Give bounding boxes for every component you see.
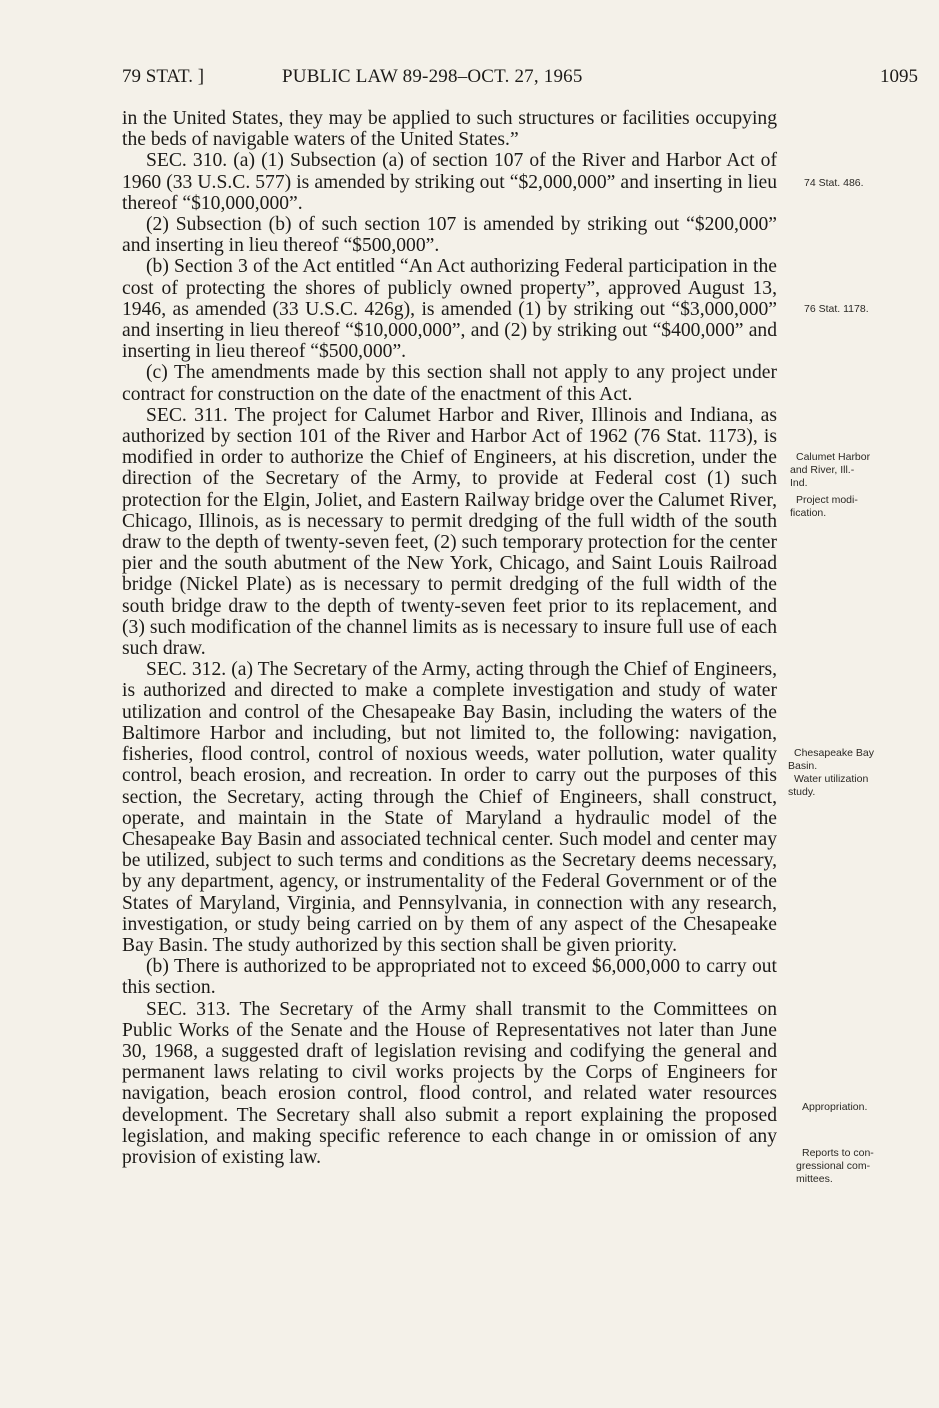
page-title: PUBLIC LAW 89-298–OCT. 27, 1965: [282, 66, 583, 87]
margin-note-line: 76 Stat. 1178.: [804, 303, 869, 315]
body-text: [122, 108, 777, 1168]
margin-note-line: fication.: [790, 507, 827, 519]
statute-volume: 79 STAT. ]: [122, 66, 205, 87]
paragraph: (2) Subsection (b) of such section 107 is amended by striking out “$200,000” and inserting in lieu thereof “$500,000”.: [122, 214, 777, 257]
margin-note-74-stat: [804, 177, 934, 190]
running-header: [122, 64, 918, 90]
paragraph: (c) The amendments made by this section shall not apply to any project under contract for construction on the date of the enactment of this Act.: [122, 362, 777, 405]
margin-note-calumet: [790, 451, 920, 520]
paragraph: SEC. 311. The project for Calumet Harbor and River, Illinois and Indiana, as authorized by section 101 of the River and Harbor Act of 1962 (76 Stat. 1173), is modified in order to authorize the Chief of Engineers, at his discretion, under the direction of the Secretary of the Army, to provide at Federal cost (1) such protection for the Elgin, Joliet, and Eastern Railway bridge over the Calumet River, Chicago, Illinois, as is necessary to permit dredging of the full width of the south draw to the depth of twenty-seven feet, (2) such temporary protection for the center pier and the south abutment of the New York, Chicago, and Saint Louis Railroad bridge (Nickel Plate) as is necessary to permit dredging of the full width of the south bridge draw to the depth of twenty-seven feet prior to its replacement, and (3) such modification of the channel limits as is necessary to insure full use of each such draw.: [122, 404, 777, 660]
paragraph: in the United States, they may be applied to such structures or facilities occupying the beds of navigable waters of the United States.”: [122, 108, 777, 151]
margin-note-line: Reports to con-: [802, 1147, 874, 1159]
paragraph: SEC. 310. (a) (1) Subsection (a) of section 107 of the River and Harbor Act of 1960 (33 U.S.C. 577) is amended by striking out “$2,000,000” and inserting in lieu thereof “$10,000,000”.: [122, 150, 777, 214]
margin-note-line: Basin.: [788, 760, 818, 772]
paragraph: SEC. 313. The Secretary of the Army shall transmit to the Committees on Public Works of the Senate and the House of Representatives not later than June 30, 1968, a suggested draft of legislation revising and codifying the general and permanent laws relating to civil works projects by the Corps of Engineers for navigation, beach erosion control, flood control, and related water resources development. The Secretary shall also submit a report explaining the proposed legislation, and making specific reference to each change in or omission of any provision of existing law.: [122, 998, 777, 1168]
margin-note-line: Project modi-: [796, 494, 858, 506]
paragraph: (b) There is authorized to be appropriated not to exceed $6,000,000 to carry out this section.: [122, 956, 777, 999]
margin-note-chesapeake: [788, 747, 918, 799]
paragraph: SEC. 312. (a) The Secretary of the Army, acting through the Chief of Engineers, is authorized and directed to make a complete investigation and study of water utilization and control of the Chesapeake Bay Basin, including the waters of the Baltimore Harbor and including, but not limited to, the following: navigation, fisheries, flood control, control of noxious weeds, water pollution, water quality control, beach erosion, and recreation. In order to carry out the purposes of this section, the Secretary, acting through the Chief of Engineers, shall construct, operate, and maintain in the State of Maryland a hydraulic model of the Chesapeake Bay Basin and associated technical center. Such model and center may be utilized, subject to such terms and conditions as the Secretary deems necessary, by any department, agency, or instrumentality of the Federal Government or of the States of Maryland, Virginia, and Pennsylvania, in connection with any research, investigation, or study being carried on by them of any aspect of the Chesapeake Bay Basin. The study authorized by this section shall be given priority.: [122, 659, 777, 956]
margin-note-line: Water utilization: [794, 773, 869, 785]
margin-note-line: gressional com-: [796, 1160, 871, 1172]
margin-note-line: Calumet Harbor: [796, 451, 871, 463]
margin-note-appropriation: [802, 1101, 932, 1114]
margin-note-76-stat: [804, 303, 934, 316]
page-number: 1095: [880, 66, 918, 87]
margin-note-line: Appropriation.: [802, 1101, 868, 1113]
paragraph: (b) Section 3 of the Act entitled “An Act authorizing Federal participation in the cost of protecting the shores of publicly owned property”, approved August 13, 1946, as amended (33 U.S.C. 426g), is amended (1) by striking out “$3,000,000” and inserting in lieu thereof “$10,000,000”, and (2) by striking out “$400,000” and inserting in lieu thereof “$500,000”.: [122, 256, 777, 363]
margin-note-line: mittees.: [796, 1173, 833, 1185]
margin-note-line: Ind.: [790, 477, 808, 489]
margin-note-line: Chesapeake Bay: [794, 747, 874, 759]
margin-note-line: 74 Stat. 486.: [804, 177, 864, 189]
margin-note-line: study.: [788, 786, 816, 798]
margin-note-line: and River, Ill.-: [790, 464, 855, 476]
margin-note-reports: [796, 1147, 926, 1186]
